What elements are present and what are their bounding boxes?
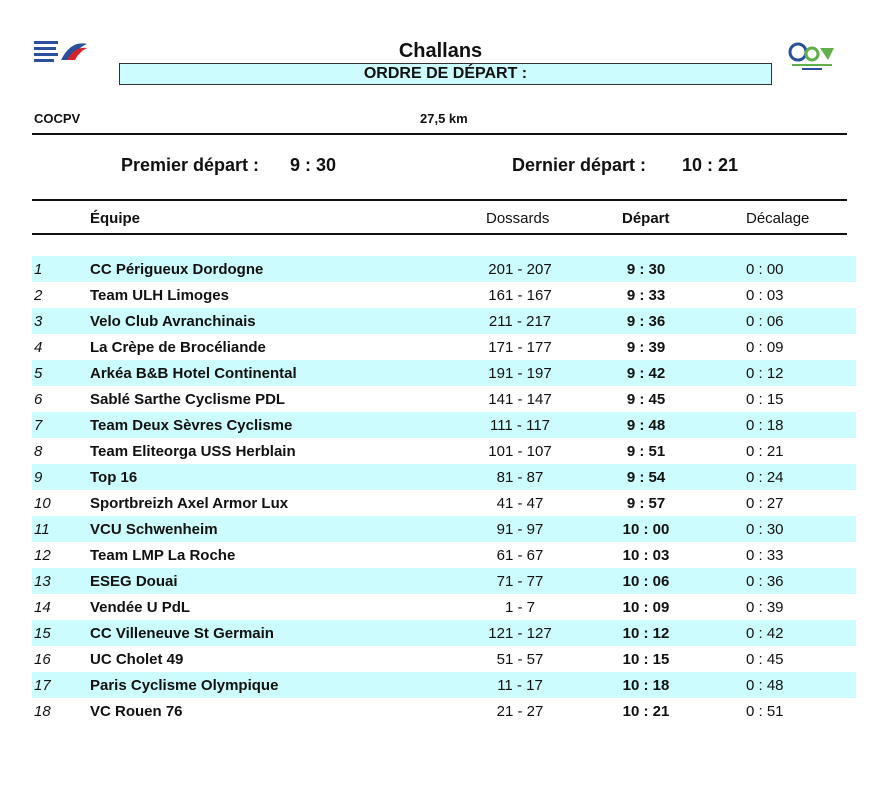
team-name: Velo Club Avranchinais (90, 313, 256, 330)
page-title: Challans (398, 40, 483, 62)
table-row (32, 282, 856, 308)
row-number: 18 (34, 703, 51, 720)
start-time: 10 : 06 (622, 573, 670, 590)
bib-range: 111 - 117 (489, 417, 551, 434)
row-number: 14 (34, 599, 51, 616)
time-offset: 0 : 15 (746, 391, 784, 408)
row-number: 1 (34, 261, 43, 278)
time-offset: 0 : 21 (746, 443, 784, 460)
bib-range: 21 - 27 (496, 703, 544, 720)
team-name: Vendée U PdL (90, 599, 191, 616)
time-offset: 0 : 33 (746, 547, 784, 564)
organizer-label: COCPV (34, 111, 81, 126)
start-time: 10 : 21 (622, 703, 670, 720)
team-name: CC Villeneuve St Germain (90, 625, 274, 642)
bib-range: 91 - 97 (496, 521, 544, 538)
team-name: Sportbreizh Axel Armor Lux (90, 495, 289, 512)
time-offset: 0 : 06 (746, 313, 784, 330)
column-header-start: Départ (622, 210, 670, 227)
last-start-value: 10 : 21 (682, 155, 739, 175)
team-name: ESEG Douai (90, 573, 178, 590)
bib-range: 171 - 177 (488, 339, 552, 356)
row-number: 5 (34, 365, 43, 382)
row-number: 17 (34, 677, 51, 694)
bib-range: 51 - 57 (496, 651, 544, 668)
first-start-value: 9 : 30 (290, 155, 337, 175)
time-offset: 0 : 24 (746, 469, 784, 486)
team-name: Team Deux Sèvres Cyclisme (90, 417, 293, 434)
team-name: VCU Schwenheim (90, 521, 218, 538)
last-start-label: Dernier départ : (512, 155, 647, 175)
team-name: Sablé Sarthe Cyclisme PDL (90, 391, 286, 408)
table-row (32, 672, 856, 698)
column-header-team: Équipe (90, 210, 141, 227)
bib-range: 11 - 17 (497, 677, 543, 694)
first-start-label: Premier départ : (121, 155, 260, 175)
time-offset: 0 : 03 (746, 287, 784, 304)
start-time: 9 : 36 (626, 313, 666, 330)
team-name: La Crèpe de Brocéliande (90, 339, 266, 356)
table-row (32, 542, 856, 568)
time-offset: 0 : 45 (746, 651, 784, 668)
distance-label: 27,5 km (420, 111, 468, 126)
team-name: UC Cholet 49 (90, 651, 184, 668)
time-offset: 0 : 09 (746, 339, 784, 356)
team-name: VC Rouen 76 (90, 703, 183, 720)
time-offset: 0 : 42 (746, 625, 784, 642)
bib-range: 191 - 197 (488, 365, 552, 382)
time-offset: 0 : 36 (746, 573, 784, 590)
row-number: 8 (34, 443, 43, 460)
table-row (32, 516, 856, 542)
table-row (32, 334, 856, 360)
bib-range: 81 - 87 (496, 469, 544, 486)
table-row (32, 464, 856, 490)
table-row (32, 386, 856, 412)
start-time: 10 : 03 (622, 547, 670, 564)
bib-range: 61 - 67 (496, 547, 544, 564)
column-header-offset: Décalage (746, 210, 810, 227)
start-time: 9 : 48 (626, 417, 666, 434)
start-time: 10 : 00 (622, 521, 670, 538)
bib-range: 161 - 167 (488, 287, 552, 304)
row-number: 9 (34, 469, 43, 486)
team-name: Paris Cyclisme Olympique (90, 677, 279, 694)
start-time: 9 : 30 (626, 261, 666, 278)
page-subtitle: ORDRE DE DÉPART : (119, 63, 772, 85)
row-number: 3 (34, 313, 43, 330)
table-row (32, 620, 856, 646)
team-name: CC Périgueux Dordogne (90, 261, 264, 278)
row-number: 7 (34, 417, 43, 434)
divider-top (32, 133, 847, 135)
bib-range: 41 - 47 (496, 495, 544, 512)
start-time: 9 : 57 (626, 495, 666, 512)
table-row (32, 360, 856, 386)
start-time: 9 : 42 (626, 365, 666, 382)
time-offset: 0 : 18 (746, 417, 784, 434)
bib-range: 121 - 127 (488, 625, 552, 642)
row-number: 4 (34, 339, 43, 356)
time-offset: 0 : 27 (746, 495, 784, 512)
column-header-bibs: Dossards (486, 210, 550, 227)
start-time: 10 : 09 (622, 599, 670, 616)
table-row (32, 490, 856, 516)
start-time: 10 : 12 (622, 625, 670, 642)
time-offset: 0 : 39 (746, 599, 784, 616)
team-name: Team ULH Limoges (90, 287, 229, 304)
bib-range: 201 - 207 (488, 261, 552, 278)
row-number: 12 (34, 547, 51, 564)
start-time: 9 : 39 (626, 339, 666, 356)
row-number: 10 (34, 495, 51, 512)
table-row (32, 308, 856, 334)
table-row (32, 412, 856, 438)
time-offset: 0 : 48 (746, 677, 784, 694)
table-row (32, 698, 856, 724)
start-time: 9 : 45 (626, 391, 666, 408)
team-name: Top 16 (90, 469, 138, 486)
divider-header-top (32, 199, 847, 201)
row-number: 16 (34, 651, 51, 668)
time-offset: 0 : 12 (746, 365, 784, 382)
row-number: 2 (34, 287, 43, 304)
time-offset: 0 : 51 (746, 703, 784, 720)
table-row (32, 594, 856, 620)
bib-range: 211 - 217 (488, 313, 552, 330)
bib-range: 101 - 107 (488, 443, 552, 460)
row-number: 13 (34, 573, 51, 590)
table-row (32, 568, 856, 594)
start-time: 10 : 15 (622, 651, 670, 668)
divider-header-bottom (32, 233, 847, 235)
time-offset: 0 : 30 (746, 521, 784, 538)
start-time: 9 : 33 (626, 287, 666, 304)
start-time: 9 : 51 (626, 443, 666, 460)
team-name: Team Eliteorga USS Herblain (90, 443, 296, 460)
time-offset: 0 : 00 (746, 261, 784, 278)
table-row (32, 256, 856, 282)
team-name: Team LMP La Roche (90, 547, 236, 564)
start-time: 9 : 54 (626, 469, 666, 486)
row-number: 11 (34, 521, 50, 538)
start-time: 10 : 18 (622, 677, 670, 694)
row-number: 15 (34, 625, 51, 642)
row-number: 6 (34, 391, 43, 408)
table-row (32, 438, 856, 464)
team-name: Arkéa B&B Hotel Continental (90, 365, 297, 382)
bib-range: 141 - 147 (488, 391, 552, 408)
table-row (32, 646, 856, 672)
bib-range: 71 - 77 (496, 573, 544, 590)
start-order-table (32, 256, 856, 724)
bib-range: 1 - 7 (504, 599, 535, 616)
